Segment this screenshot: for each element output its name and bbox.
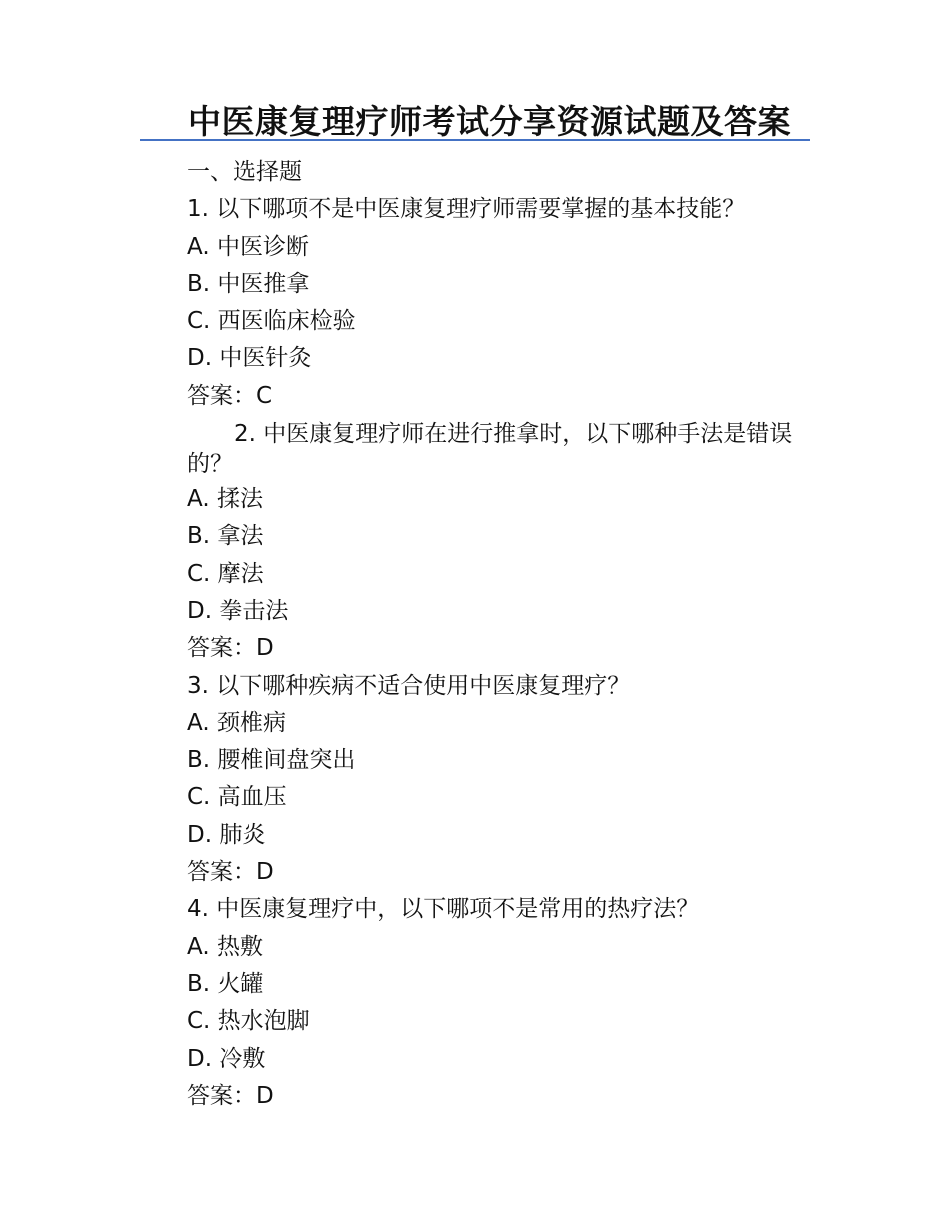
question-block bbox=[140, 415, 812, 667]
question-stem: 3. 以下哪种疾病不适合使用中医康复理疗？ bbox=[187, 672, 631, 699]
question-option: B. 中医推拿 bbox=[187, 270, 310, 297]
document-title: 中医康复理疗师考试分享资源试题及答案 bbox=[188, 102, 791, 141]
question-option: C. 热水泡脚 bbox=[187, 1008, 310, 1035]
section-heading: 一、选择题 bbox=[187, 159, 302, 185]
document-body bbox=[140, 154, 812, 1115]
question-option: B. 腰椎间盘突出 bbox=[187, 747, 356, 774]
question-stem bbox=[140, 415, 812, 481]
question-option: A. 中医诊断 bbox=[187, 233, 309, 260]
question-option: A. 揉法 bbox=[187, 486, 263, 513]
question-option: A. 热敷 bbox=[187, 933, 263, 960]
question-option: C. 西医临床检验 bbox=[187, 308, 356, 335]
question-option: C. 高血压 bbox=[187, 784, 287, 811]
question-block bbox=[140, 891, 812, 1115]
question-option: D. 肺炎 bbox=[187, 821, 266, 848]
title-underline bbox=[140, 139, 810, 141]
question-answer: 答案：D bbox=[187, 635, 274, 662]
question-option: B. 火罐 bbox=[187, 970, 264, 997]
question-option: D. 中医针灸 bbox=[187, 345, 312, 372]
question-option: A. 颈椎病 bbox=[187, 709, 286, 736]
question-option: C. 摩法 bbox=[187, 560, 264, 587]
question-block bbox=[140, 191, 812, 415]
question-option: D. 拳击法 bbox=[187, 597, 289, 624]
question-block bbox=[140, 668, 812, 892]
question-option: D. 冷敷 bbox=[187, 1045, 266, 1072]
question-stem: 4. 中医康复理疗中，以下哪项不是常用的热疗法？ bbox=[187, 896, 700, 923]
question-stem-text: 2. 中医康复理疗师在进行推拿时，以下哪种手法是错误的？ bbox=[187, 421, 793, 478]
question-answer: 答案：D bbox=[187, 1082, 274, 1109]
question-answer: 答案：D bbox=[187, 859, 274, 886]
question-answer: 答案：C bbox=[187, 382, 273, 409]
question-stem: 1. 以下哪项不是中医康复理疗师需要掌握的基本技能？ bbox=[187, 196, 746, 223]
question-option: B. 拿法 bbox=[187, 523, 264, 550]
